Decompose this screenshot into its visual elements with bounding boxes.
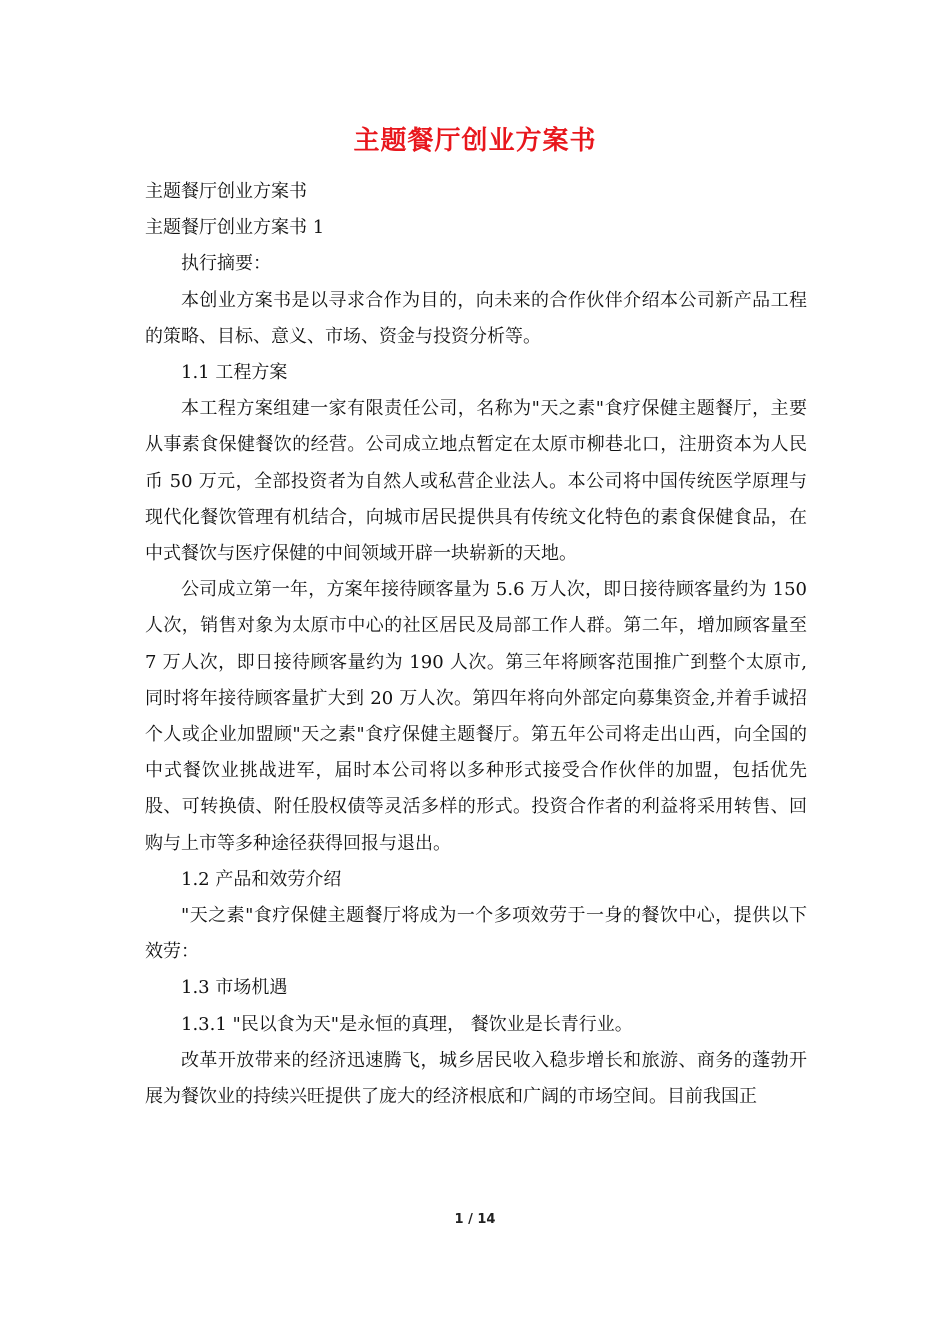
paragraph: 主题餐厅创业方案书 1	[145, 217, 325, 239]
section-heading: 1.1 工程方案	[181, 362, 288, 384]
subsection-heading: 1.3.1 "民以食为天"是永恒的真理， 餐饮业是长青行业。	[181, 1013, 633, 1035]
document-body	[145, 174, 807, 1115]
paragraph: 执行摘要：	[181, 253, 271, 275]
paragraph: "天之素"食疗保健主题餐厅将成为一个多项效劳于一身的餐饮中心，提供以下效劳：	[145, 905, 807, 963]
section-heading: 1.2 产品和效劳介绍	[181, 868, 342, 890]
section-heading: 1.3 市场机遇	[181, 977, 288, 999]
paragraph: 本创业方案书是以寻求合作为目的，向未来的合作伙伴介绍本公司新产品工程的策略、目标、意义、市场、资金与投资分析等。	[145, 289, 807, 347]
document-title: 主题餐厅创业方案书	[353, 126, 597, 156]
paragraph: 主题餐厅创业方案书	[145, 181, 307, 202]
paragraph: 公司成立第一年，方案年接待顾客量为 5.6 万人次，即日接待顾客量约为 150 人次，销售对象为太原市中心的社区居民及局部工作人群。第二年，增加顾客量至 7 万人次，即日接待顾客量约为 190 人次。第三年将顾客范围推广到整个太原市,同时将年接待顾客量扩大到 20 万人次。第四年将向外部定向募集资金,并着手诚招个人或企业加盟顾"天之素"食疗保健主题餐厅。第五年公司将走出山西，向全国的中式餐饮业挑战进军，届时本公司将以多种形式接受合作伙伴的加盟，包括优先股、可转换债、附任股权债等灵活多样的形式。投资合作者的利益将采用转售、回购与上市等多种途径获得回报与退出。	[145, 579, 807, 854]
paragraph: 本工程方案组建一家有限责任公司，名称为"天之素"食疗保健主题餐厅，主要从事素食保健餐饮的经营。公司成立地点暂定在太原市柳巷北口，注册资本为人民币 50 万元，全部投资者为自然人或私营企业法人。本公司将中国传统医学原理与现代化餐饮管理有机结合，向城市居民提供具有传统文化特色的素食保健食品，在中式餐饮与医疗保健的中间领域开辟一块崭新的天地。	[145, 398, 807, 565]
page-indicator: 1 / 14	[454, 1212, 496, 1227]
paragraph: 改革开放带来的经济迅速腾飞，城乡居民收入稳步增长和旅游、商务的蓬勃开展为餐饮业的持续兴旺提供了庞大的经济根底和广阔的市场空间。目前我国正	[145, 1049, 807, 1108]
